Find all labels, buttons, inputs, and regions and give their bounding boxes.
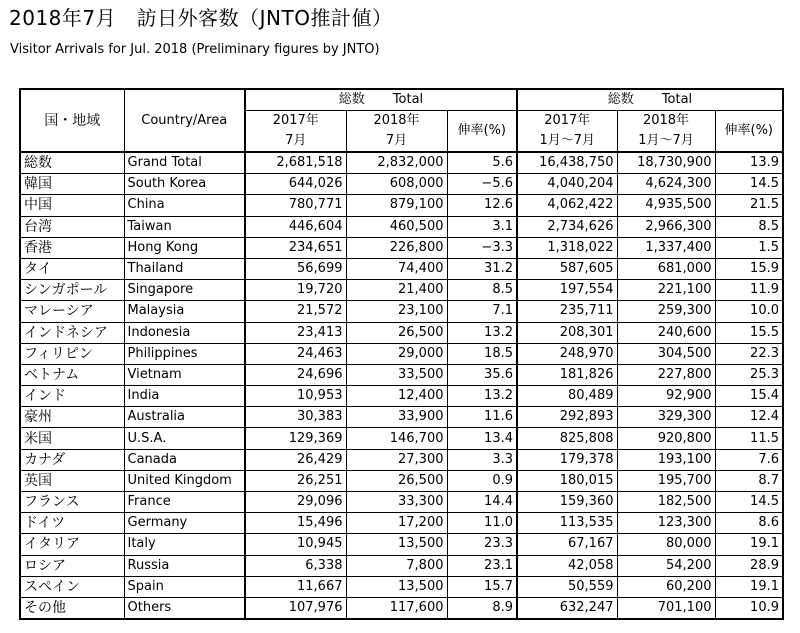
ytd-2017-cell: 179,378 — [517, 449, 617, 470]
ytd-2017-cell: 2,734,626 — [517, 216, 617, 237]
ytd-2017-cell: 42,058 — [517, 555, 617, 576]
month-2017-cell: 56,699 — [245, 258, 346, 279]
country-jp-cell: タイ — [20, 258, 124, 279]
table-row — [20, 258, 783, 279]
ytd-2018-cell: 329,300 — [617, 407, 715, 428]
growth-ytd-cell: 11.5 — [715, 428, 783, 449]
month-2017-cell: 24,463 — [245, 343, 346, 364]
table-row — [20, 428, 783, 449]
header-growth-month: 伸率(%) — [447, 111, 517, 153]
country-en-cell: Italy — [124, 534, 245, 555]
country-jp-cell: ロシア — [20, 555, 124, 576]
header-2017-month-period: 7月 — [245, 131, 346, 152]
growth-month-cell: 3.3 — [447, 449, 517, 470]
ytd-2017-cell: 235,711 — [517, 301, 617, 322]
growth-month-cell: 3.1 — [447, 216, 517, 237]
ytd-2018-cell: 4,935,500 — [617, 195, 715, 216]
ytd-2018-cell: 221,100 — [617, 280, 715, 301]
month-2017-cell: 11,667 — [245, 576, 346, 597]
country-jp-cell: フランス — [20, 492, 124, 513]
growth-ytd-cell: 14.5 — [715, 492, 783, 513]
table-row — [20, 364, 783, 385]
table-row — [20, 343, 783, 364]
header-2018-month-year: 2018年 — [346, 111, 447, 132]
ytd-2017-cell: 67,167 — [517, 534, 617, 555]
month-2018-cell: 226,800 — [346, 237, 447, 258]
growth-month-cell: 15.7 — [447, 576, 517, 597]
country-jp-cell: 米国 — [20, 428, 124, 449]
ytd-2018-cell: 92,900 — [617, 386, 715, 407]
growth-ytd-cell: 15.9 — [715, 258, 783, 279]
ytd-2018-cell: 701,100 — [617, 597, 715, 619]
month-2017-cell: 19,720 — [245, 280, 346, 301]
growth-ytd-cell: 10.0 — [715, 301, 783, 322]
country-jp-cell: 豪州 — [20, 407, 124, 428]
month-2018-cell: 17,200 — [346, 513, 447, 534]
month-2017-cell: 107,976 — [245, 597, 346, 619]
growth-month-cell: 8.9 — [447, 597, 517, 619]
table-row — [20, 322, 783, 343]
ytd-2017-cell: 248,970 — [517, 343, 617, 364]
ytd-2017-cell: 80,489 — [517, 386, 617, 407]
country-jp-cell: 香港 — [20, 237, 124, 258]
growth-ytd-cell: 13.9 — [715, 152, 783, 174]
country-jp-cell: イタリア — [20, 534, 124, 555]
visitor-arrivals-table — [19, 88, 784, 620]
growth-ytd-cell: 28.9 — [715, 555, 783, 576]
month-2017-cell: 446,604 — [245, 216, 346, 237]
header-group-month — [245, 89, 517, 111]
country-jp-cell: 台湾 — [20, 216, 124, 237]
country-jp-cell: インド — [20, 386, 124, 407]
country-en-cell: United Kingdom — [124, 470, 245, 491]
header-group-ytd-jp: 総数 — [607, 92, 634, 107]
month-2018-cell: 27,300 — [346, 449, 447, 470]
month-2018-cell: 460,500 — [346, 216, 447, 237]
month-2018-cell: 13,500 — [346, 534, 447, 555]
page-subtitle: Visitor Arrivals for Jul. 2018 (Preliminary figures by JNTO) — [10, 42, 380, 57]
ytd-2018-cell: 182,500 — [617, 492, 715, 513]
ytd-2017-cell: 632,247 — [517, 597, 617, 619]
growth-month-cell: 11.0 — [447, 513, 517, 534]
growth-ytd-cell: 15.4 — [715, 386, 783, 407]
ytd-2018-cell: 240,600 — [617, 322, 715, 343]
growth-month-cell: 7.1 — [447, 301, 517, 322]
country-jp-cell: フィリピン — [20, 343, 124, 364]
table-row — [20, 449, 783, 470]
growth-month-cell: 18.5 — [447, 343, 517, 364]
growth-ytd-cell: 12.4 — [715, 407, 783, 428]
country-en-cell: South Korea — [124, 174, 245, 195]
month-2017-cell: 10,953 — [245, 386, 346, 407]
country-en-cell: Vietnam — [124, 364, 245, 385]
month-2018-cell: 7,800 — [346, 555, 447, 576]
country-jp-cell: 韓国 — [20, 174, 124, 195]
ytd-2017-cell: 292,893 — [517, 407, 617, 428]
ytd-2018-cell: 123,300 — [617, 513, 715, 534]
table-row — [20, 301, 783, 322]
ytd-2017-cell: 159,360 — [517, 492, 617, 513]
growth-month-cell: 5.6 — [447, 152, 517, 174]
month-2018-cell: 13,500 — [346, 576, 447, 597]
ytd-2017-cell: 587,605 — [517, 258, 617, 279]
month-2018-cell: 23,100 — [346, 301, 447, 322]
country-jp-cell: 総数 — [20, 152, 124, 174]
ytd-2018-cell: 259,300 — [617, 301, 715, 322]
growth-ytd-cell: 25.3 — [715, 364, 783, 385]
ytd-2017-cell: 1,318,022 — [517, 237, 617, 258]
header-group-month-en: Total — [392, 92, 424, 107]
ytd-2017-cell: 4,062,422 — [517, 195, 617, 216]
ytd-2017-cell: 180,015 — [517, 470, 617, 491]
ytd-2017-cell: 16,438,750 — [517, 152, 617, 174]
month-2017-cell: 129,369 — [245, 428, 346, 449]
month-2017-cell: 26,429 — [245, 449, 346, 470]
month-2018-cell: 33,500 — [346, 364, 447, 385]
table-row — [20, 470, 783, 491]
table-row — [20, 597, 783, 619]
month-2018-cell: 146,700 — [346, 428, 447, 449]
table-row — [20, 555, 783, 576]
table-row — [20, 174, 783, 195]
table-row — [20, 280, 783, 301]
ytd-2018-cell: 304,500 — [617, 343, 715, 364]
growth-month-cell: 23.1 — [447, 555, 517, 576]
growth-ytd-cell: 10.9 — [715, 597, 783, 619]
ytd-2017-cell: 197,554 — [517, 280, 617, 301]
country-en-cell: India — [124, 386, 245, 407]
country-jp-cell: インドネシア — [20, 322, 124, 343]
country-jp-cell: カナダ — [20, 449, 124, 470]
table-row — [20, 386, 783, 407]
month-2017-cell: 10,945 — [245, 534, 346, 555]
growth-ytd-cell: 11.9 — [715, 280, 783, 301]
month-2018-cell: 26,500 — [346, 322, 447, 343]
growth-ytd-cell: 8.5 — [715, 216, 783, 237]
ytd-2018-cell: 193,100 — [617, 449, 715, 470]
month-2017-cell: 234,651 — [245, 237, 346, 258]
growth-ytd-cell: 15.5 — [715, 322, 783, 343]
table-row — [20, 407, 783, 428]
ytd-2017-cell: 113,535 — [517, 513, 617, 534]
month-2018-cell: 29,000 — [346, 343, 447, 364]
ytd-2018-cell: 54,200 — [617, 555, 715, 576]
header-region-en: Country/Area — [124, 89, 245, 152]
ytd-2018-cell: 681,000 — [617, 258, 715, 279]
growth-month-cell: 12.6 — [447, 195, 517, 216]
growth-month-cell: −5.6 — [447, 174, 517, 195]
month-2018-cell: 608,000 — [346, 174, 447, 195]
country-en-cell: Philippines — [124, 343, 245, 364]
growth-ytd-cell: 14.5 — [715, 174, 783, 195]
table-row-grand-total — [20, 152, 783, 174]
header-group-ytd — [517, 89, 783, 111]
header-2017-ytd-period: 1月～7月 — [517, 131, 617, 152]
growth-month-cell: 31.2 — [447, 258, 517, 279]
growth-ytd-cell: 1.5 — [715, 237, 783, 258]
month-2017-cell: 30,383 — [245, 407, 346, 428]
growth-ytd-cell: 19.1 — [715, 534, 783, 555]
page-title: 2018年7月 訪日外客数（JNTO推計値） — [9, 6, 393, 30]
country-en-cell: Singapore — [124, 280, 245, 301]
header-group-ytd-en: Total — [661, 92, 693, 107]
growth-month-cell: 13.2 — [447, 386, 517, 407]
month-2017-cell: 15,496 — [245, 513, 346, 534]
ytd-2018-cell: 195,700 — [617, 470, 715, 491]
table-row — [20, 216, 783, 237]
month-2018-cell: 74,400 — [346, 258, 447, 279]
country-en-cell: Indonesia — [124, 322, 245, 343]
country-en-cell: France — [124, 492, 245, 513]
ytd-2018-cell: 227,800 — [617, 364, 715, 385]
table-row — [20, 576, 783, 597]
table-row — [20, 513, 783, 534]
month-2018-cell: 33,300 — [346, 492, 447, 513]
header-2018-ytd-year: 2018年 — [617, 111, 715, 132]
ytd-2017-cell: 181,826 — [517, 364, 617, 385]
growth-month-cell: 11.6 — [447, 407, 517, 428]
table-row — [20, 237, 783, 258]
growth-month-cell: −3.3 — [447, 237, 517, 258]
month-2018-cell: 2,832,000 — [346, 152, 447, 174]
month-2017-cell: 780,771 — [245, 195, 346, 216]
month-2017-cell: 26,251 — [245, 470, 346, 491]
country-en-cell: U.S.A. — [124, 428, 245, 449]
month-2017-cell: 29,096 — [245, 492, 346, 513]
table-row — [20, 195, 783, 216]
country-en-cell: Hong Kong — [124, 237, 245, 258]
ytd-2017-cell: 825,808 — [517, 428, 617, 449]
country-en-cell: Australia — [124, 407, 245, 428]
growth-month-cell: 13.4 — [447, 428, 517, 449]
country-jp-cell: ドイツ — [20, 513, 124, 534]
country-en-cell: China — [124, 195, 245, 216]
country-en-cell: Thailand — [124, 258, 245, 279]
growth-month-cell: 8.5 — [447, 280, 517, 301]
month-2017-cell: 644,026 — [245, 174, 346, 195]
month-2018-cell: 26,500 — [346, 470, 447, 491]
month-2017-cell: 6,338 — [245, 555, 346, 576]
country-jp-cell: マレーシア — [20, 301, 124, 322]
table-row — [20, 492, 783, 513]
country-en-cell: Grand Total — [124, 152, 245, 174]
table-row — [20, 534, 783, 555]
growth-month-cell: 0.9 — [447, 470, 517, 491]
ytd-2017-cell: 208,301 — [517, 322, 617, 343]
month-2018-cell: 12,400 — [346, 386, 447, 407]
country-en-cell: Taiwan — [124, 216, 245, 237]
country-en-cell: Canada — [124, 449, 245, 470]
growth-ytd-cell: 19.1 — [715, 576, 783, 597]
country-en-cell: Malaysia — [124, 301, 245, 322]
header-2017-month-year: 2017年 — [245, 111, 346, 132]
ytd-2018-cell: 80,000 — [617, 534, 715, 555]
table-body — [20, 152, 783, 619]
ytd-2017-cell: 4,040,204 — [517, 174, 617, 195]
ytd-2018-cell: 60,200 — [617, 576, 715, 597]
growth-ytd-cell: 7.6 — [715, 449, 783, 470]
header-growth-ytd: 伸率(%) — [715, 111, 783, 153]
country-en-cell: Germany — [124, 513, 245, 534]
country-en-cell: Others — [124, 597, 245, 619]
month-2018-cell: 879,100 — [346, 195, 447, 216]
country-jp-cell: ベトナム — [20, 364, 124, 385]
country-jp-cell: シンガポール — [20, 280, 124, 301]
growth-month-cell: 14.4 — [447, 492, 517, 513]
growth-ytd-cell: 22.3 — [715, 343, 783, 364]
ytd-2018-cell: 18,730,900 — [617, 152, 715, 174]
ytd-2018-cell: 920,800 — [617, 428, 715, 449]
month-2017-cell: 24,696 — [245, 364, 346, 385]
month-2017-cell: 21,572 — [245, 301, 346, 322]
country-jp-cell: 中国 — [20, 195, 124, 216]
growth-ytd-cell: 8.6 — [715, 513, 783, 534]
header-2018-ytd-period: 1月～7月 — [617, 131, 715, 152]
header-2017-ytd-year: 2017年 — [517, 111, 617, 132]
ytd-2017-cell: 50,559 — [517, 576, 617, 597]
growth-month-cell: 23.3 — [447, 534, 517, 555]
country-jp-cell: 英国 — [20, 470, 124, 491]
country-en-cell: Spain — [124, 576, 245, 597]
country-jp-cell: その他 — [20, 597, 124, 619]
header-group-month-jp: 総数 — [338, 92, 365, 107]
month-2017-cell: 23,413 — [245, 322, 346, 343]
country-jp-cell: スペイン — [20, 576, 124, 597]
ytd-2018-cell: 1,337,400 — [617, 237, 715, 258]
header-2018-month-period: 7月 — [346, 131, 447, 152]
growth-ytd-cell: 8.7 — [715, 470, 783, 491]
month-2018-cell: 33,900 — [346, 407, 447, 428]
ytd-2018-cell: 4,624,300 — [617, 174, 715, 195]
header-region-jp: 国・地域 — [20, 89, 124, 152]
month-2018-cell: 117,600 — [346, 597, 447, 619]
month-2017-cell: 2,681,518 — [245, 152, 346, 174]
growth-month-cell: 35.6 — [447, 364, 517, 385]
month-2018-cell: 21,400 — [346, 280, 447, 301]
growth-month-cell: 13.2 — [447, 322, 517, 343]
growth-ytd-cell: 21.5 — [715, 195, 783, 216]
country-en-cell: Russia — [124, 555, 245, 576]
ytd-2018-cell: 2,966,300 — [617, 216, 715, 237]
